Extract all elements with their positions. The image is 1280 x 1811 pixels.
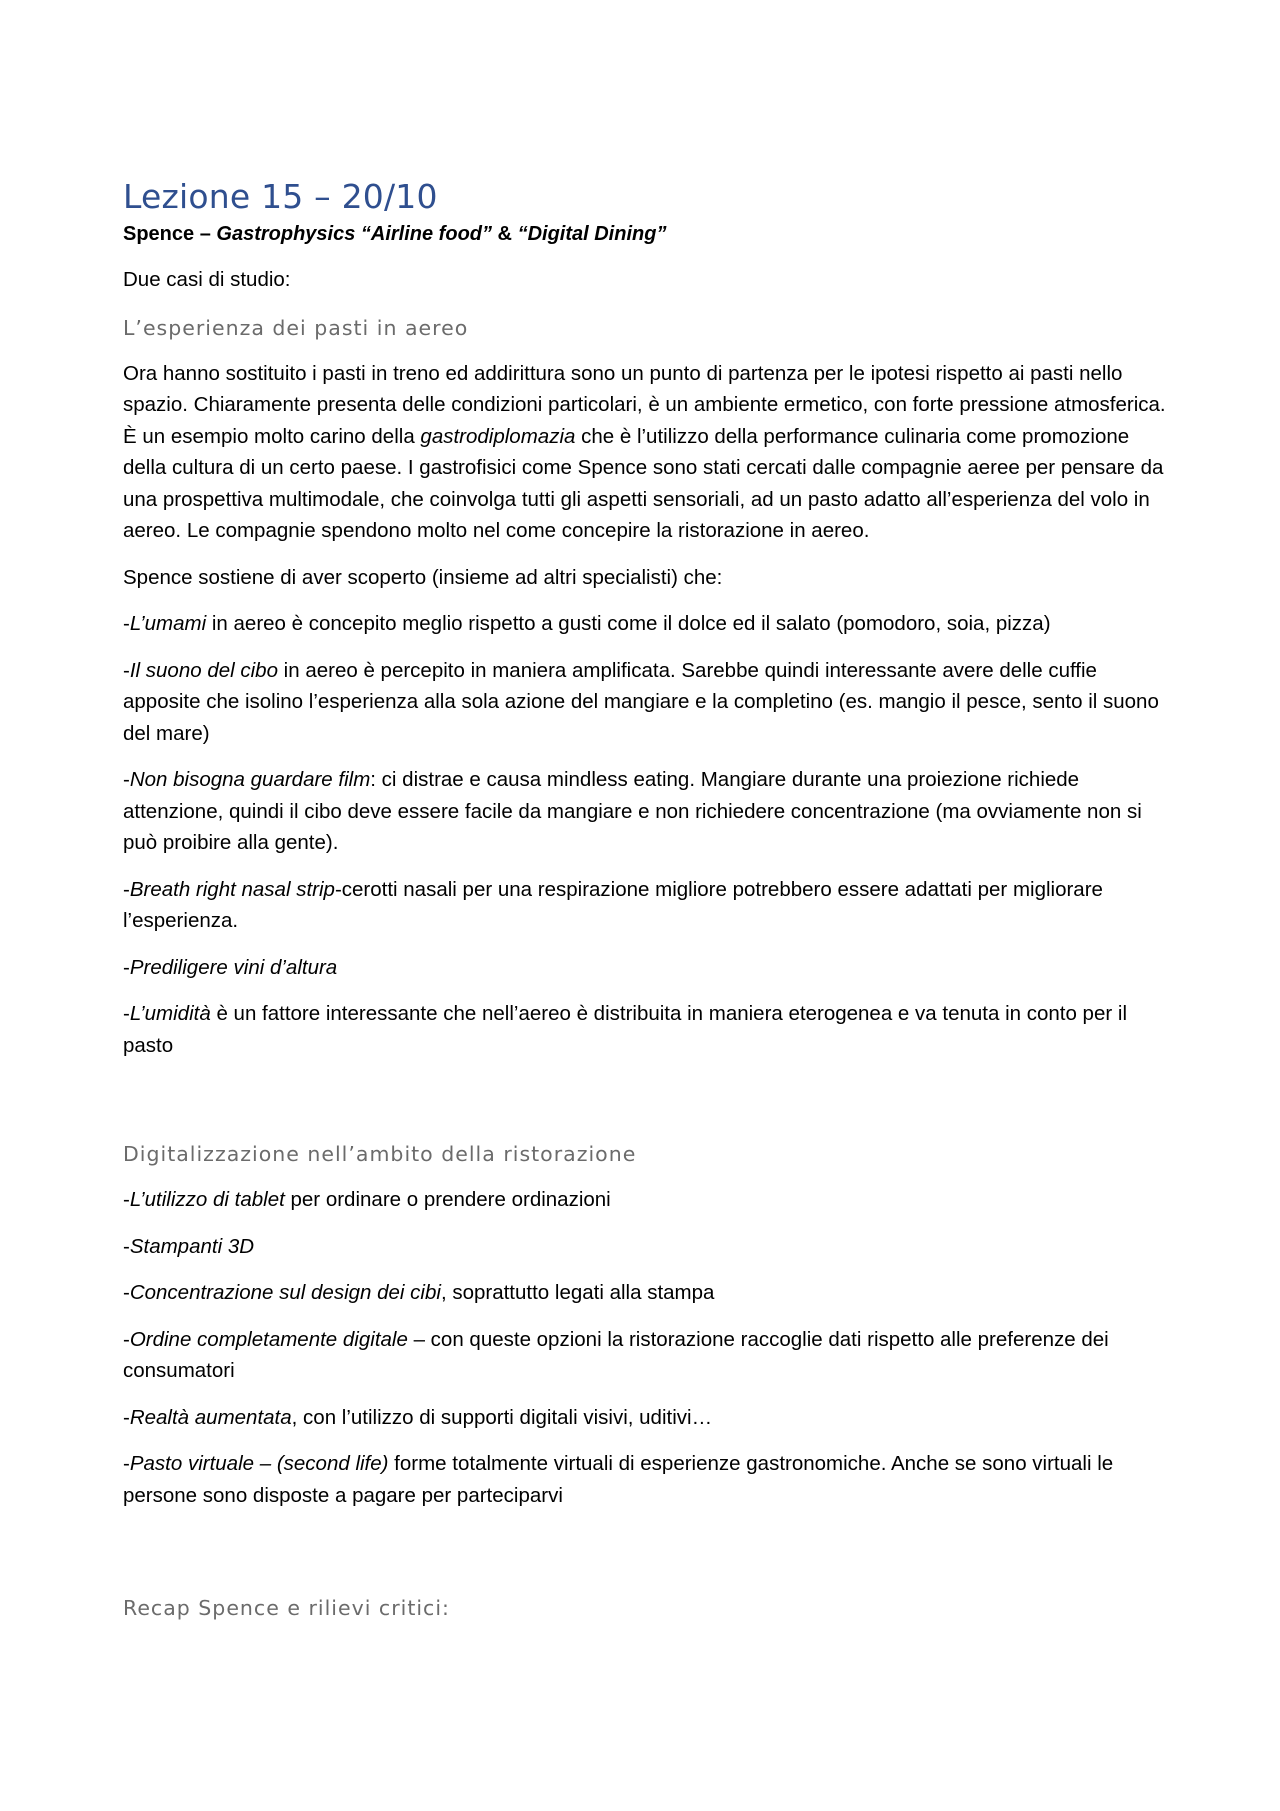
list-item-term: Stampanti 3D <box>129 1234 255 1258</box>
section-heading-digital: Digitalizzazione nell’ambito della ristorazione <box>123 1142 637 1166</box>
list-item-term: Prediligere vini d’altura <box>129 955 338 979</box>
list-item-term: Il suono del cibo <box>129 658 278 682</box>
list-item: -Stampanti 3D <box>123 1234 255 1258</box>
list-item: -Prediligere vini d’altura <box>123 955 338 979</box>
list-item-term: L’umami <box>129 612 207 635</box>
list-item: -L’umidità è un fattore interessante che nell’aereo è distribuita in maniera eterogenea e va tenuta in conto per il pasto <box>123 1002 1127 1057</box>
list-item: -Ordine completamente digitale – con queste opzioni la ristorazione raccoglie dati rispetto alle preferenze dei consumatori <box>123 1327 1109 1382</box>
list-item: -Breath right nasal strip-cerotti nasali per una respirazione migliore potrebbero essere adattati per migliorare l’esperienza. <box>123 877 1103 932</box>
list-item: -Non bisogna guardare film: ci distrae e causa mindless eating. Mangiare durante una proiezione richiede attenzione, quindi il cibo deve essere facile da mangiare e non richiedere concentrazione (ma ovviamente non si può proibire alla gente). <box>123 768 1142 854</box>
page-subtitle <box>123 220 1168 248</box>
subtitle-author: Spence – <box>123 223 217 245</box>
airline-text-part1: Ora hanno sostituito i pasti in treno ed addirittura sono un punto di partenza per le ipotesi rispetto ai pasti nello spazio. Chiaramente presenta delle condizioni particolari, è un ambiente ermetico, con forte pressione atmosferica. È un esempio molto carino della <box>123 361 1166 448</box>
list-item-term: Ordine completamente digitale <box>129 1327 408 1351</box>
list-item: -L’umami in aereo è concepito meglio rispetto a gusti come il dolce ed il salato (pomodoro, soia, pizza) <box>123 612 1051 635</box>
subtitle-chapter: “Digital Dining” <box>517 223 667 245</box>
list-item-term: Concentrazione sul design dei cibi <box>129 1281 441 1304</box>
list-item: -Pasto virtuale – (second life) forme totalmente virtuali di esperienze gastronomiche. Anche se sono virtuali le persone sono disposte a pagare per parteciparvi <box>123 1452 1114 1507</box>
list-item-term: L’umidità <box>129 1002 211 1025</box>
list-item-term: L’utilizzo di tablet <box>129 1188 285 1211</box>
list-item-term: Realtà aumentata <box>129 1405 292 1429</box>
list-item: -L’utilizzo di tablet per ordinare o prendere ordinazioni <box>123 1188 611 1211</box>
airline-text-italic: gastrodiplomazia <box>420 424 576 448</box>
section-heading-airline: L’esperienza dei pasti in aereo <box>123 315 469 340</box>
list-item-term: Non bisogna guardare film <box>129 768 371 791</box>
list-item-term: Breath right nasal strip <box>129 877 335 901</box>
list-item: -Concentrazione sul design dei cibi, soprattutto legati alla stampa <box>123 1281 715 1304</box>
list-item: -Il suono del cibo in aereo è percepito in maniera amplificata. Sarebbe quindi interessante avere delle cuffie apposite che isolino l’esperienza alla sola azione del mangiare e la completino (es. mangio il pesce, sento il suono del mare) <box>123 658 1159 745</box>
list-item: -Realtà aumentata, con l’utilizzo di supporti digitali visivi, uditivi… <box>123 1405 713 1429</box>
document-body <box>123 176 1168 1623</box>
subtitle-ampersand: & <box>492 223 518 245</box>
subtitle-work: Gastrophysics “Airline food” <box>216 223 492 245</box>
section-heading-recap: Recap Spence e rilievi critici: <box>123 1596 450 1620</box>
intro-paragraph: Due casi di studio: <box>123 268 291 291</box>
airline-paragraph <box>123 358 1168 547</box>
list-item-term: Pasto virtuale – (second life) <box>129 1452 389 1475</box>
findings-lead: Spence sostiene di aver scoperto (insieme ad altri specialisti) che: <box>123 565 723 589</box>
airline-text-part2: che è l’utilizzo della performance culinaria come promozione della cultura di un certo paese. I gastrofisici come Spence sono stati cercati dalle compagnie aeree per pensare da una prospettiva multimodale, che coinvolga tutti gli aspetti sensoriali, ad un pasto adatto all’esperienza del volo in aereo. Le compagnie spendono molto nel come concepire la ristorazione in aereo. <box>123 424 1164 542</box>
page-title: Lezione 15 – 20/10 <box>123 177 438 216</box>
